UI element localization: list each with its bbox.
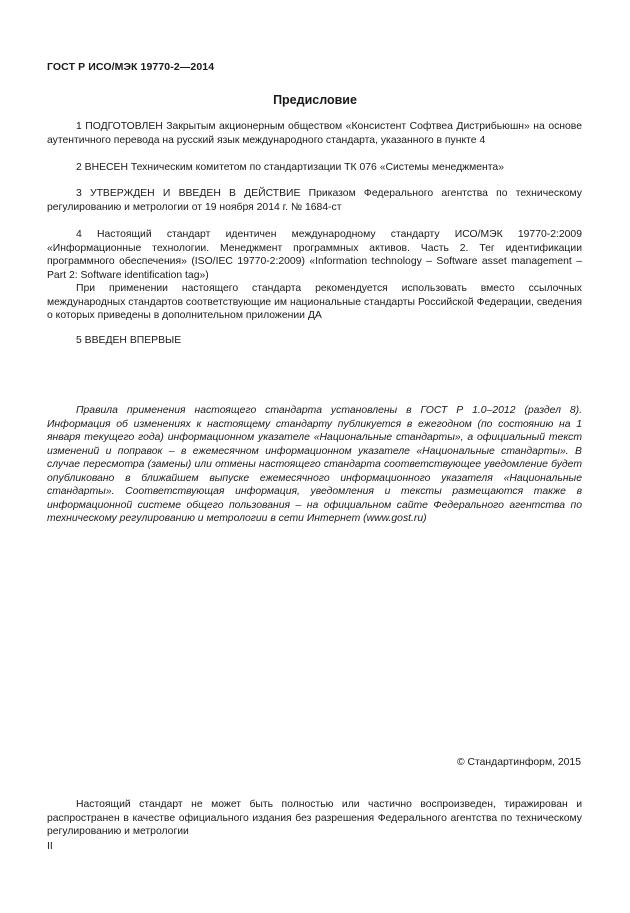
page-number: II [47,841,53,852]
paragraph-4-application-note: При применении настоящего стандарта рекомендуется использовать вместо ссылочных международных стандартов соответствующие им национальные стандарты Российской Федерации, сведения о которых приведены в дополнительном приложении ДА [47,283,582,321]
rules-notice: Правила применения настоящего стандарта установлены в ГОСТ Р 1.0–2012 (раздел 8). Информация об изменениях к настоящему стандарту публикуется в ежегодном (по состоянию на 1 января текущего года) информационном указателе «Национальные стандарты», а официальный текст изменений и поправок – в ежемесячном информационном указателе «Национальные стандарты». В случае пересмотра (замены) или отмены настоящего стандарта соответствующее уведомление будет опубликовано в ближайшем выпуске ежемесячного информационного указателя «Национальные стандарты». Соответствующая информация, уведомления и тексты размещаются также в информационной системе общего пользования – на официальном сайте Федерального агентства по техническому регулированию и метрологии в сети Интернет (www.gost.ru) [47,405,582,524]
copyright-line: © Стандартинформ, 2015 [456,757,581,768]
page-title: Предисловие [273,93,357,107]
paragraph-2-introduced: 2 ВНЕСЕН Техническим комитетом по стандартизации ТК 076 «Системы менеджмента» [76,162,504,173]
document-header: ГОСТ Р ИСО/МЭК 19770-2—2014 [47,61,215,73]
reproduction-notice: Настоящий стандарт не может быть полностью или частично воспроизведен, тиражирован и распространен в качестве официального издания без разрешения Федерального агентства по техническому регулированию и метрологии [47,799,582,837]
paragraph-4-identical: 4 Настоящий стандарт идентичен международному стандарту ИСО/МЭК 19770-2:2009 «Информационные технологии. Менеджмент программных активов. Часть 2. Тег идентификации программного обеспечения» (ISO/IEC 19770-2:2009) «Information technology – Software asset management – Part 2: Software identification tag») [47,229,582,281]
paragraph-3-approved: 3 УТВЕРЖДЕН И ВВЕДЕН В ДЕЙСТВИЕ Приказом Федерального агентства по техническому регулированию и метрологии от 19 ноября 2014 г. № 1684-ст [47,188,582,213]
paragraph-5-first-introduced: 5 ВВЕДЕН ВПЕРВЫЕ [76,335,182,346]
paragraph-1-prepared: 1 ПОДГОТОВЛЕН Закрытым акционерным обществом «Консистент Софтвеа Дистрибьюшн» на основе аутентичного перевода на русский язык международного стандарта, указанного в пункте 4 [47,121,582,146]
